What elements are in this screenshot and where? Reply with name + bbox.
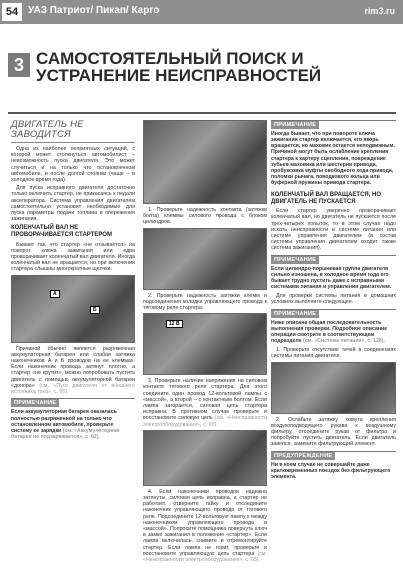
control-wire-photo: [143, 430, 267, 486]
callout-b: Б: [90, 306, 100, 314]
column-1: [11, 120, 135, 440]
paragraph: 2. Ослабьте затяжку хомута крепления воздухоподводящего рукава к воздушному фильтру, отсоедините рукав от фильтра и попробуйте пустить двигатель. Если двигатель завелся, замените фильтрующий элемент.: [271, 416, 396, 448]
starter-relay-photo: [143, 228, 267, 290]
page-reference[interactable]: (см. «Неисправности электрооборудования», с. 65).: [143, 550, 267, 564]
chapter-title: САМОСТОЯТЕЛЬНЫЙ ПОИСК И УСТРАНЕНИЕ НЕИСПРАВНОСТЕЙ: [36, 49, 322, 85]
paragraph: 2. Проверьте надежность затяжки клемм и подсоединения колодки управляющего провода к тяговому реле стартера.: [143, 292, 267, 312]
paragraph: 4. Если наконечники проводов надежно затянуты, силовая цепь исправна, а стартер не работает, отверните гайку и отсоедините наконечник управляющего провода от тягового реле. Подсоедините 12-вольтовую лампу к между наконечником управляющего провода и «массой». Попросите помощника повернуть ключ в замке зажигания в положение «стартер». Если лампа включилась, снимите и отремонтируйте стартер. Если лампа не горит, проверьте и восстановите управляющую цепь стартера (см. «Неисправности электрооборудования», с. 65).: [143, 488, 267, 564]
voltage-label: 12 В: [166, 320, 183, 328]
test-lamp-photo: [143, 313, 267, 375]
note-label: ПРИМЕЧАНИЕ: [11, 399, 59, 407]
paragraph: Если стартер уверенно проворачивает коленчатый вал, но двигатель не пускается после трех-четырех попыток, то в этом случае надо искать неисправности в системе питания или системе управления двигателем (в состав системы управления двигателем входит также система зажигания).: [271, 208, 396, 252]
paragraph: Для пуска исправного двигателя достаточно только включить стартер, не прикасаясь к педали акселератора. Система управления двигателем самостоятельно установит необходимые для пуска параметры подачи топлива и опережения зажигания.: [11, 185, 135, 223]
paragraph: Одна из наиболее неприятных ситуаций, с которой может столкнуться автомобилист – невозможность пуска двигателя. Это может случиться и на только что остановленном автомобиле, и после долгой стоянки (чаще – в холодное время года).: [11, 146, 135, 184]
section-heading: ДВИГАТЕЛЬ НЕ ЗАВОДИТСЯ: [11, 120, 135, 143]
page-reference[interactable]: (см. «Неисправности электрооборудования», с. 65).: [143, 415, 267, 428]
title-rule: [8, 112, 396, 114]
note-label: ПРИМЕЧАНИЕ: [271, 310, 319, 318]
callout-a: А: [50, 290, 60, 298]
paragraph: 1. Проверьте отсутствие течей в соединениях системы питания двигателя.: [271, 347, 396, 360]
paragraph: 1. Проверьте надежность контакта (затяжки болта) клеммы силового провода с блоком цилиндров.: [143, 207, 267, 226]
paragraph: Причиной обычно является разряженная аккумуляторная батарея или слабая затяжка наконечников А и Б проводов на ее клеммах. Если наконечник провода затянут плотно, а стартер «не крутит», можно попробовать пустить двигатель с помощью аккумуляторной батареи «донора» (см. «Пуск двигателя от внешнего источника тока», с. 66).: [11, 345, 135, 396]
column-3: [271, 120, 396, 480]
page-header: [0, 0, 403, 24]
note-box: ПРИМЕЧАНИЕ Если аккумуляторная батарея оказалась полностью разряженной на только что остановленном автомобиле, проверьте систему ее зарядки (см. «Аккумуляторная батарея не подзаряжается», с. 62).: [11, 398, 135, 440]
site-link[interactable]: rim3.ru: [364, 6, 395, 16]
note-label: ПРИМЕЧАНИЕ: [271, 256, 319, 264]
page-reference[interactable]: (см. «Аккумуляторная батарея не подзаряжается», с. 62).: [11, 427, 120, 440]
warning-box: ПРЕДУПРЕЖДЕНИЕ Ни в коем случае не совершайте даже кратковременных поездок без фильтрующего элемента.: [271, 451, 396, 480]
engine-block-photo: [143, 120, 267, 204]
note-box: ПРИМЕЧАНИЕ Ниже описана общая последовательность выполнения проверки. Подробное описание операции смотрите в соответствующем подразделе (см. «Система питания», с. 128).: [271, 309, 396, 345]
page-reference[interactable]: (см. «Система питания», с. 128).: [302, 338, 385, 345]
fuel-system-photo: [271, 362, 396, 414]
page-reference[interactable]: (см. «Пуск двигателя от внешнего источника тока», с. 66).: [11, 382, 135, 396]
subsection-heading: КОЛЕНЧАТЫЙ ВАЛ ВРАЩАЕТСЯ, НО ДВИГАТЕЛЬ НЕ ПУСКАЕТСЯ: [271, 192, 382, 205]
warning-label: ПРЕДУПРЕЖДЕНИЕ: [271, 452, 335, 460]
subsection-heading: КОЛЕНЧАТЫЙ ВАЛ НЕ ПРОВОРАЧИВАЕТСЯ СТАРТЕРОМ: [11, 225, 112, 239]
chapter-number: 3: [8, 53, 30, 77]
series-title: УАЗ Патриот/ Пикап/ Карго: [28, 5, 160, 16]
note-box: ПРИМЕЧАНИЕ Если цилиндро-поршневая группа двигателя сильно изношена, в холодное время года его бывает трудно пустить даже с исправными системами питания и управления двигателем.: [271, 255, 396, 291]
note-label: ПРИМЕЧАНИЕ: [271, 121, 319, 129]
column-2: [143, 120, 267, 565]
paragraph: Бывает так, что стартер «не отзывается» на поворот ключа зажигания или едва проворачивает коленчатый вал двигателя. Иногда коленчатый вал не вращается, но при включении стартера слышны многократные щелчки.: [11, 241, 135, 273]
battery-photo: [11, 275, 135, 343]
page-number: 54: [2, 3, 22, 21]
paragraph: 3. Проверьте наличие напряжения на силовом контакте тягового реле стартера. Для этого соедините один провод 12-вольтовой лампы с «массой», а второй – с контактным болтом. Если лампа загорается, силовая цепь стартера исправна. В противном случае проверьте и восстановите силовую цепь (см. «Неисправности электрооборудования», с. 65).: [143, 378, 267, 428]
paragraph: Для проверки системы питания в домашних условиях выполните следующее.: [271, 293, 396, 306]
note-box: ПРИМЕЧАНИЕ Иногда бывает, что при повороте ключа зажигания стартер включается, его якорь вращается, но маховик остается неподвижным. Причиной могут быть ослабление крепления стартера к картеру сцепления, повреждение зубьев маховика или шестерни привода, пробуксовка муфты свободного хода привода, поломки рычага, поводкового кольца или буферной пружины привода стартера.: [271, 122, 395, 186]
